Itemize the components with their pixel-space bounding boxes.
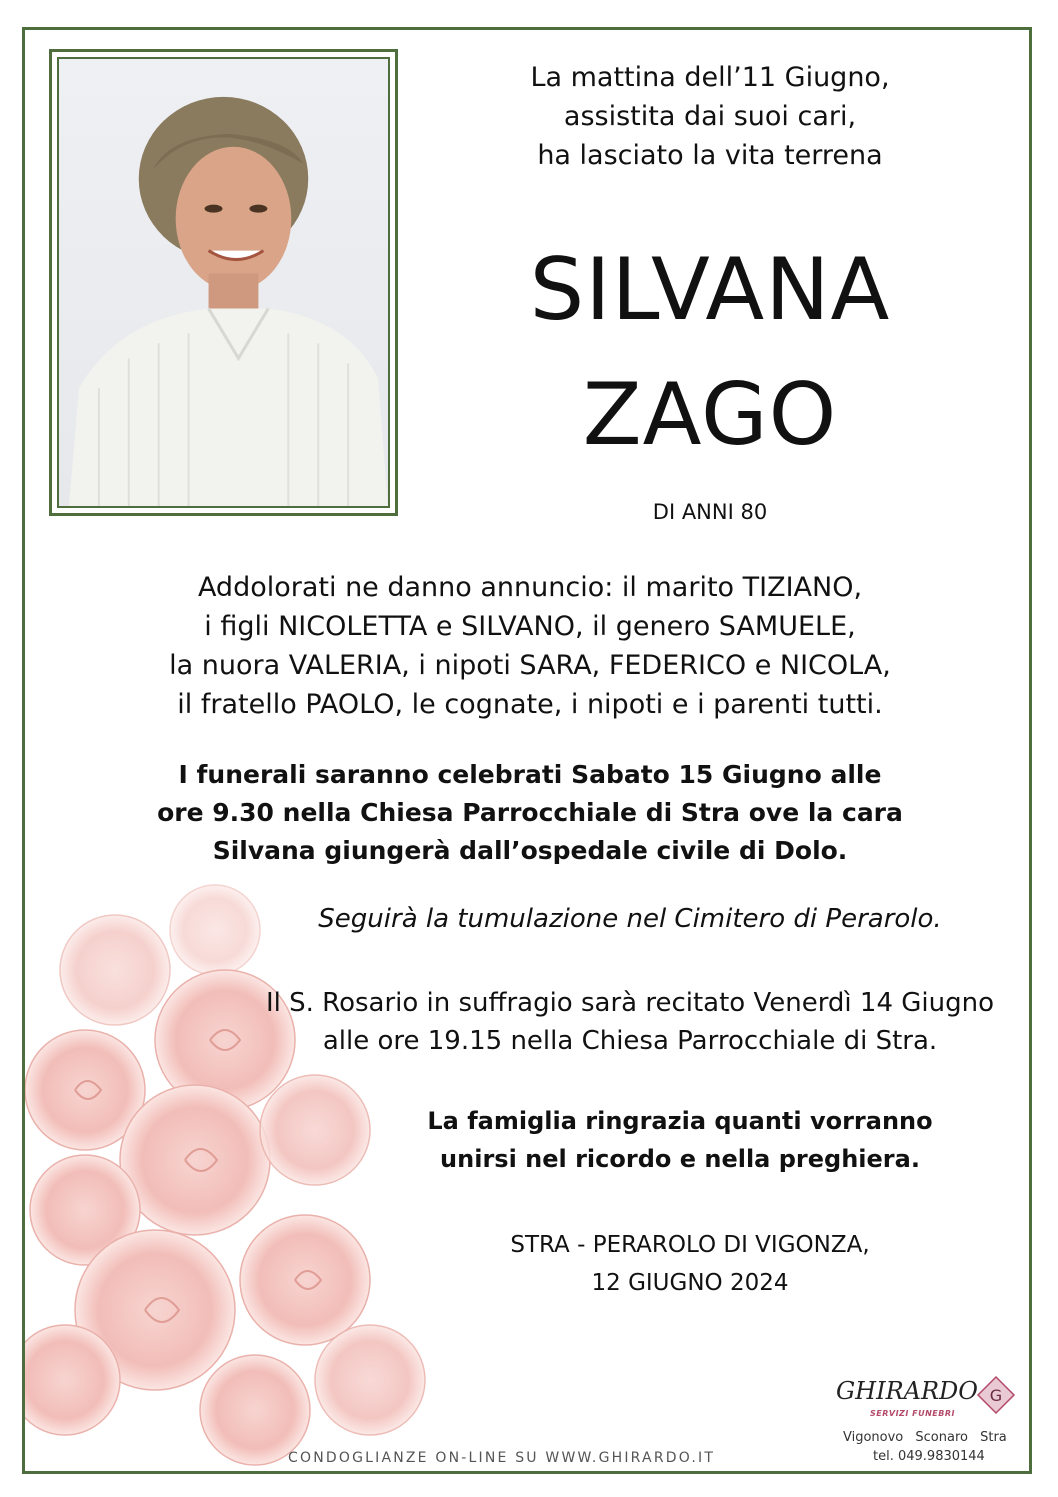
- place-date: [420, 1226, 960, 1302]
- rosary-line: alle ore 19.15 nella Chiesa Parrocchiale di Stra.: [322, 1026, 938, 1056]
- portrait-frame: [49, 49, 398, 516]
- funeral-line: Silvana giungerà dall’ospedale civile di Dolo.: [212, 836, 848, 865]
- announcement-text: [90, 568, 970, 724]
- funeral-line: ore 9.30 nella Chiesa Parrocchiale di Stra ove la cara: [157, 798, 903, 827]
- rosary-line: Il S. Rosario in suffragio sarà recitato Venerdì 14 Giugno: [265, 988, 995, 1018]
- logo-diamond-icon: [976, 1375, 1016, 1415]
- date-line: 12 GIUGNO 2024: [591, 1270, 789, 1296]
- deceased-name: [480, 228, 940, 478]
- company-name: GHIRARDO: [836, 1377, 978, 1405]
- rosary-text: [240, 984, 1020, 1060]
- portrait-illustration: [59, 59, 388, 506]
- burial-text: Seguirà la tumulazione nel Cimitero di Perarolo.: [318, 904, 942, 934]
- company-phone: tel. 049.9830144: [873, 1449, 985, 1464]
- thanks-line: unirsi nel ricordo e nella preghiera.: [440, 1145, 920, 1173]
- portrait-photo: [57, 57, 390, 508]
- condolences-link[interactable]: CONDOGLIANZE ON-LINE SU WWW.GHIRARDO.IT: [288, 1450, 716, 1466]
- last-name: ZAGO: [582, 365, 838, 465]
- company-towns: Vigonovo Sconaro Stra: [843, 1430, 1007, 1445]
- announcement-line: i figli NICOLETTA e SILVANO, il genero SAMUELE,: [204, 611, 856, 642]
- funeral-text: [90, 756, 970, 870]
- age-label: DI ANNI 80: [652, 500, 768, 524]
- first-name: SILVANA: [529, 240, 891, 340]
- announcement-line: Addolorati ne danno annuncio: il marito TIZIANO,: [197, 572, 863, 603]
- announcement-line: la nuora VALERIA, i nipoti SARA, FEDERICO e NICOLA,: [169, 650, 891, 681]
- intro-line: ha lasciato la vita terrena: [537, 140, 883, 171]
- logo-letter: G: [989, 1386, 1003, 1405]
- announcement-line: il fratello PAOLO, le cognate, i nipoti e i parenti tutti.: [177, 689, 883, 720]
- funeral-line: I funerali saranno celebrati Sabato 15 Giugno alle: [178, 760, 882, 789]
- thanks-text: [360, 1102, 1000, 1178]
- company-subtitle: SERVIZI FUNEBRI: [870, 1409, 955, 1418]
- thanks-line: La famiglia ringrazia quanti vorranno: [427, 1107, 933, 1135]
- intro-line: La mattina dell’11 Giugno,: [530, 62, 890, 93]
- intro-line: assistita dai suoi cari,: [563, 101, 857, 132]
- place-line: STRA - PERAROLO DI VIGONZA,: [510, 1232, 870, 1258]
- intro-text: [480, 58, 940, 175]
